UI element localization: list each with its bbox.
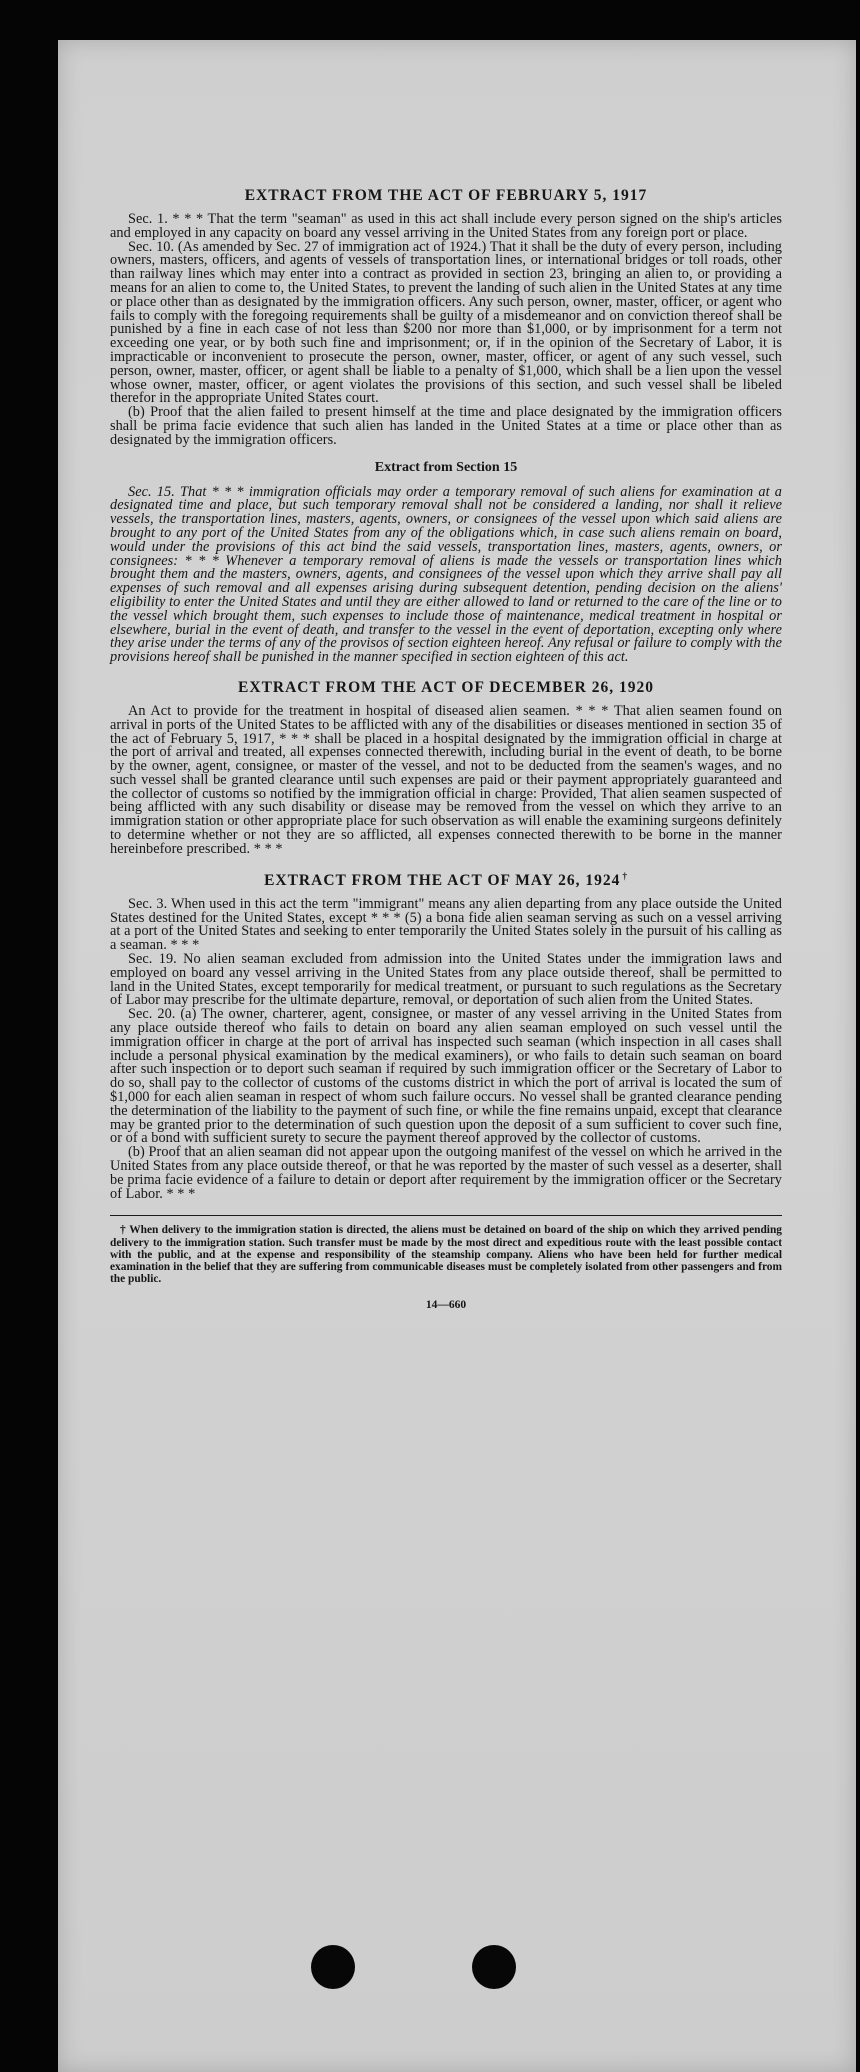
paragraph-1924-sec20a: Sec. 20. (a) The owner, charterer, agent, consignee, or master of any vessel arriving in the United States from any place outside thereof who fails to detain on board any alien seaman employed on such vessel until the immigration officer in charge at the port of arrival has inspected such seaman (which inspection in all cases shall include a personal physical examination by the medical examiners), or who fails to detain such seaman on board after such inspection or to deport such seaman if required by such immigration officer or the Secretary of Labor to do so, shall pay to the collector of customs of the customs district in which the port of arrival is located the sum of $1,000 for each alien seaman in respect of whom such failure occurs. No vessel shall be granted clearance pending the determination of the liability to the payment of such fine, or while the fine remains unpaid, except that clearance may be granted prior to the determination of such question upon the deposit of a sum sufficient to cover such fine, or of a bond with sufficient surety to secure the payment thereof approved by the collector of customs. <box>110 1006 782 1147</box>
paragraph-1917-sec10: Sec. 10. (As amended by Sec. 27 of immigration act of 1924.) That it shall be the duty of every person, including owners, masters, officers, and agents of vessels of transportation lines, or international bridges or toll roads, other than railway lines which may enter into a contract as provided in section 23, bringing an alien to, or providing a means for an alien to come to, the United States, to prevent the landing of such alien in the United States at any time or place other than as designated by the immigration officers. Any such person, owner, master, officer, or agent who fails to comply with the foregoing requirements shall be guilty of a misdemeanor and on conviction thereof shall be punished by a fine in each case of not less than $200 nor more than $1,000, or by imprisonment for a term not exceeding one year, or by both such fine and imprisonment; or, if in the opinion of the Secretary of Labor, it is impracticable or inconvenient to prosecute the person, owner, master, officer, or agent of any such vessel, such person, owner, master, officer, or agent shall be liable to a penalty of $1,000, which shall be a lien upon the vessel whose owner, master, officer, or agent violates the provisions of this section, and such vessel shall be libeled therefor in the appropriate United States court. <box>110 238 782 407</box>
heading-act-1924-text: EXTRACT FROM THE ACT OF MAY 26, 1924 <box>264 871 621 889</box>
paragraph-1920: An Act to provide for the treatment in hospital of diseased alien seamen. * * * That alien seamen found on arrival in ports of the United States to be afflicted with any of the disabilities or diseases mentioned in section 35 of the act of February 5, 1917, * * * shall be placed in a hospital designated by the immigration official in charge at the port of arrival and treated, all expenses connected therewith, including burial in the event of death, to be borne by the owner, agent, consignee, or master of the vessel, and not to be deducted from the seamen's wages, and no such vessel shall be granted clearance until such expenses are paid or their payment appropriately guaranteed and the collector of customs so notified by the immigration official in charge: Provided, That alien seamen suspected of being afflicted with any such disability or disease may be removed from the vessel on which they arrive to an immigration station or other appropriate place for such observation as will enable the examining surgeons definitely to determine whether or not they are so afflicted, all expenses connected therewith to be borne in the manner hereinbefore prescribed. * * * <box>110 702 782 857</box>
heading-act-1920: EXTRACT FROM THE ACT OF DECEMBER 26, 1920 <box>238 678 654 696</box>
paragraph-1924-sec19: Sec. 19. No alien seaman excluded from admission into the United States under the immigration laws and employed on board any vessel arriving in the United States from any place outside thereof, shall be permitted to land in the United States, except temporarily for medical treatment, or pursuant to such regulations as the Secretary of Labor may prescribe for the ultimate departure, removal, or deportation of such alien from the United States. <box>110 951 782 1009</box>
paragraph-1917-sec1: Sec. 1. * * * That the term "seaman" as used in this act shall include every person signed on the ship's articles and employed in any capacity on board any vessel arriving in the United States from any foreign port or place. <box>110 211 782 241</box>
document-body <box>110 187 782 1311</box>
document-page <box>58 40 856 2072</box>
heading-act-1924 <box>110 871 782 890</box>
subheading-section-15: Extract from Section 15 <box>374 459 518 475</box>
footnote-divider <box>110 1215 782 1216</box>
paragraph-1924-sec20b: (b) Proof that an alien seaman did not appear upon the outgoing manifest of the vessel on which he arrived in the United States from any place outside thereof, or that he was reported by the master of such vessel as a deserter, shall be prima facie evidence of a failure to detain or deport after requirement by the immigration officer or the Secretary of Labor. * * * <box>110 1144 782 1202</box>
footnote: † When delivery to the immigration station is directed, the aliens must be detained on board of the ship on which they arrived pending delivery to the immigration station. Such transfer must be made by the most direct and expeditious route with the least possible contact with the public, and at the expense and responsibility of the steamship company. Aliens who have been held for further medical examination in the belief that they are suffering from communicable diseases must be completely isolated from other passengers and from the public. <box>110 1224 782 1286</box>
punch-hole-left <box>311 1945 355 1989</box>
paragraph-1917-proof: (b) Proof that the alien failed to present himself at the time and place designated by the immigration officers shall be prima facie evidence that such alien has landed in the United States at a time or place other than as designated by the immigration officers. <box>110 404 782 448</box>
heading-act-1917: EXTRACT FROM THE ACT OF FEBRUARY 5, 1917 <box>244 187 648 204</box>
form-number: 14—660 <box>425 1299 467 1312</box>
paragraph-1924-sec3: Sec. 3. When used in this act the term "immigrant" means any alien departing from any place outside the United States destined for the United States, except * * * (5) a bona fide alien seaman serving as such on a vessel arriving at a port of the United States and seeking to enter temporarily the United States solely in the pursuit of his calling as a seaman. * * * <box>110 895 782 954</box>
footnote-marker: † <box>622 870 628 881</box>
paragraph-section-15: Sec. 15. That * * * immigration officials may order a temporary removal of such aliens for examination at a designated time and place, but such temporary removal shall not be considered a landing, nor shall it relieve vessels, the transportation lines, masters, agents, owners, or consignees of the vessel upon which said aliens are brought to any port of the United States from any of the obligations which, in case such aliens remain on board, would under the provisions of this act bind the said vessels, transportation lines, masters, agents, owners, or consignees: * * * Whenever a temporary removal of aliens is made the vessels or transportation lines which brought them and the masters, owners, agents, and consignees of the vessel upon which they arrive shall pay all expenses of such removal and all expenses arising during subsequent detention, pending decision on the aliens' eligibility to enter the United States and until they are either allowed to land or returned to the care of the line or to the vessel which brought them, such expenses to include those of maintenance, medical treatment in hospital or elsewhere, burial in the event of death, and transfer to the vessel in the event of deportation, excepting only where they arise under the terms of any of the provisos of section eighteen hereof. Any refusal or failure to comply with the provisions hereof shall be punished in the manner specified in section eighteen of this act. <box>110 483 782 666</box>
punch-hole-right <box>472 1945 516 1989</box>
